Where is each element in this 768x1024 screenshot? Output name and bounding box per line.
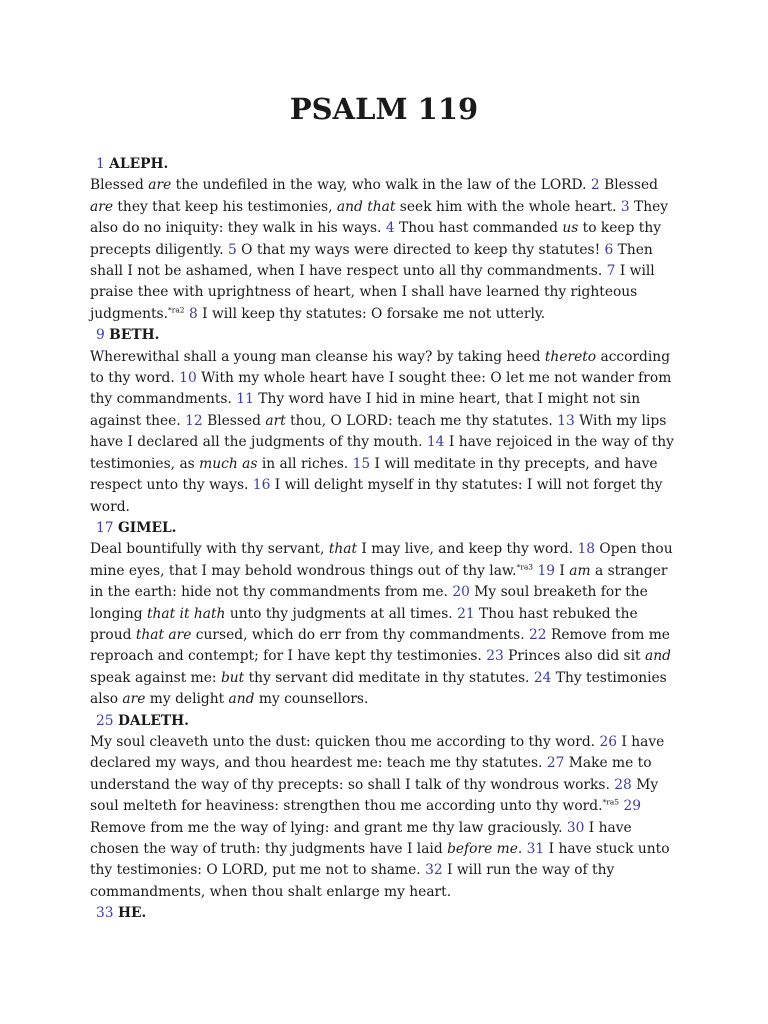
verse-text: thy servant did meditate in thy statutes. <box>244 669 534 686</box>
verse-text: I will delight myself in thy statutes: I will not forget thy word. <box>90 477 663 515</box>
verse-text: Wherewithal shall a young man cleanse his way? by taking heed <box>90 348 545 365</box>
italic-text: and that <box>336 198 396 215</box>
section-heading <box>90 325 682 346</box>
verse-number[interactable]: 19 <box>537 562 556 579</box>
verse-text: My soul cleaveth unto the dust: quicken thou me according to thy word. <box>90 733 600 750</box>
verse-text: I will meditate in thy precepts, and have respect unto thy ways. <box>90 455 658 494</box>
verse-number[interactable]: 25 <box>96 712 114 729</box>
section-body <box>90 539 682 710</box>
section-heading-label: DALETH. <box>117 712 189 729</box>
footnote-marker[interactable]: *ra2 <box>167 305 185 315</box>
section-body <box>90 347 682 518</box>
verse-text: seek him with the whole heart. <box>395 198 621 215</box>
verse-text: Blessed <box>599 177 658 194</box>
verse-text: My soul melteth for heaviness: strengthen thou me according unto thy word. <box>90 776 659 815</box>
verse-number[interactable]: 11 <box>236 391 254 408</box>
footnote-marker[interactable]: *ra5 <box>602 797 620 807</box>
verse-number[interactable]: 2 <box>590 177 600 194</box>
section-heading <box>90 154 682 175</box>
footnote-marker[interactable]: *ra3 <box>516 562 534 572</box>
italic-text: much as <box>199 455 258 472</box>
verse-number[interactable]: 30 <box>566 819 585 836</box>
verse-text: the undefiled in the way, who walk in the law of the LORD. <box>171 177 591 194</box>
verse-number[interactable]: 7 <box>606 263 616 280</box>
verse-text: my counsellors. <box>254 691 369 708</box>
verse-text: in all riches. <box>257 455 353 472</box>
verse-text: I have declared my ways, and thou heardest me: teach me thy statutes. <box>90 733 665 772</box>
verse-text: my delight <box>145 691 229 708</box>
verse-text: I have chosen the way of truth: thy judgments have I laid <box>90 819 632 857</box>
section-heading-label: GIMEL. <box>117 519 177 536</box>
verse-text: I will keep thy statutes: O forsake me not utterly. <box>197 305 546 322</box>
verse-number[interactable]: 10 <box>179 370 197 387</box>
section-heading <box>90 903 682 924</box>
italic-text: and <box>228 691 255 708</box>
italic-text: that it hath <box>146 605 226 622</box>
verse-text: Then shall I not be ashamed, when I have respect unto all thy commandments. <box>90 241 653 280</box>
verse-text: they that keep his testimonies, <box>113 198 337 215</box>
verse-text: Blessed <box>90 177 149 194</box>
italic-text: am <box>569 562 591 579</box>
verse-text: Thou hast commanded <box>394 220 563 237</box>
section-heading-label: ALEPH. <box>109 156 169 172</box>
verse-text: Remove from me the way of lying: and grant me thy law graciously. <box>90 819 567 836</box>
verse-text: speak against me: <box>90 669 221 686</box>
verse-text: Thy testimonies also <box>90 669 667 708</box>
verse-text: Thy word have I hid in mine heart, that I might not sin against thee. <box>90 391 641 429</box>
italic-text: are <box>90 198 113 215</box>
verse-number[interactable]: 29 <box>623 798 642 815</box>
italic-text: that <box>328 541 358 558</box>
verse-text: I <box>555 562 570 579</box>
verse-text: With my whole heart have I sought thee: O let me not wander from thy commandments. <box>90 370 672 408</box>
verse-number[interactable]: 13 <box>557 412 575 429</box>
verse-number[interactable]: 5 <box>227 241 237 258</box>
verse-text: unto thy judgments at all times. <box>225 605 458 622</box>
italic-text: are <box>122 691 146 708</box>
verse-text: Remove from me reproach and contempt; for I have kept thy testimonies. <box>90 626 670 665</box>
verse-number[interactable]: 28 <box>614 776 632 793</box>
verse-number[interactable]: 24 <box>533 669 552 686</box>
verse-text: . <box>517 841 527 857</box>
italic-text: and <box>644 648 671 665</box>
verse-number[interactable]: 22 <box>529 626 547 643</box>
verse-text: cursed, which do err from thy commandments. <box>191 626 529 643</box>
italic-text: before me <box>447 841 518 857</box>
verse-text: Thou hast rebuked the proud <box>90 605 638 643</box>
italic-text: thereto <box>544 348 597 365</box>
verse-text: My soul breaketh for the longing <box>90 584 648 622</box>
italic-text: art <box>265 412 286 429</box>
verse-number[interactable]: 17 <box>96 519 114 536</box>
verse-text: to keep thy precepts diligently. <box>90 220 662 258</box>
verse-text: I may live, and keep thy word. <box>357 541 578 558</box>
section-body <box>90 732 682 903</box>
verse-number[interactable]: 8 <box>188 305 198 322</box>
psalm-text <box>90 154 682 925</box>
verse-text: Blessed <box>202 412 266 429</box>
verse-text: a stranger in the earth: hide not thy commandments from me. <box>90 562 668 601</box>
verse-number[interactable]: 32 <box>425 862 443 879</box>
verse-number[interactable]: 20 <box>452 584 470 601</box>
page-title: PSALM 119 <box>289 92 479 126</box>
verse-text: Deal bountifully with thy servant, <box>90 541 329 558</box>
verse-number[interactable]: 18 <box>577 541 596 558</box>
verse-number[interactable]: 33 <box>96 905 114 922</box>
italic-text: are <box>148 177 172 194</box>
verse-number[interactable]: 9 <box>96 327 105 344</box>
section-heading <box>90 518 682 539</box>
italic-text: us <box>562 220 579 237</box>
verse-text: thou, O LORD: teach me thy statutes. <box>285 412 558 429</box>
section-heading-label: HE. <box>117 905 147 922</box>
verse-number[interactable]: 31 <box>526 841 545 857</box>
verse-text: They also do no iniquity: they walk in his ways. <box>90 198 669 237</box>
verse-text: according to thy word. <box>90 348 671 387</box>
verse-text: I have stuck unto thy testimonies: O LORD, put me not to shame. <box>90 841 670 879</box>
verse-text: I will run the way of thy commandments, when thou shalt enlarge my heart. <box>90 862 615 900</box>
verse-number[interactable]: 26 <box>599 733 617 750</box>
verse-text: I will praise thee with uprightness of heart, when I shall have learned thy righteous judgments. <box>90 263 655 322</box>
verse-text: Princes also did sit <box>503 648 645 665</box>
italic-text: that are <box>135 626 192 643</box>
section-heading-label: BETH. <box>109 327 160 344</box>
verse-number[interactable]: 4 <box>385 220 395 237</box>
verse-text: Open thou mine eyes, that I may behold wondrous things out of thy law. <box>90 541 673 579</box>
verse-number[interactable]: 6 <box>604 241 614 258</box>
verse-number[interactable]: 14 <box>426 434 445 451</box>
verse-number[interactable]: 27 <box>546 755 565 772</box>
verse-number[interactable]: 1 <box>96 156 105 172</box>
verse-text: Make me to understand the way of thy precepts: so shall I talk of thy wondrous works. <box>90 755 652 793</box>
verse-text: With my lips have I declared all the judgments of thy mouth. <box>90 412 667 451</box>
verse-number[interactable]: 15 <box>352 455 371 472</box>
verse-text: I have rejoiced in the way of thy testimonies, as <box>90 434 674 472</box>
section-body <box>90 175 682 325</box>
verse-number[interactable]: 16 <box>252 477 271 494</box>
section-heading <box>90 711 682 732</box>
verse-number[interactable]: 12 <box>185 412 203 429</box>
verse-text: O that my ways were directed to keep thy statutes! <box>236 241 605 258</box>
verse-number[interactable]: 3 <box>620 198 630 215</box>
verse-number[interactable]: 23 <box>486 648 504 665</box>
verse-number[interactable]: 21 <box>457 605 475 622</box>
italic-text: but <box>220 669 245 686</box>
